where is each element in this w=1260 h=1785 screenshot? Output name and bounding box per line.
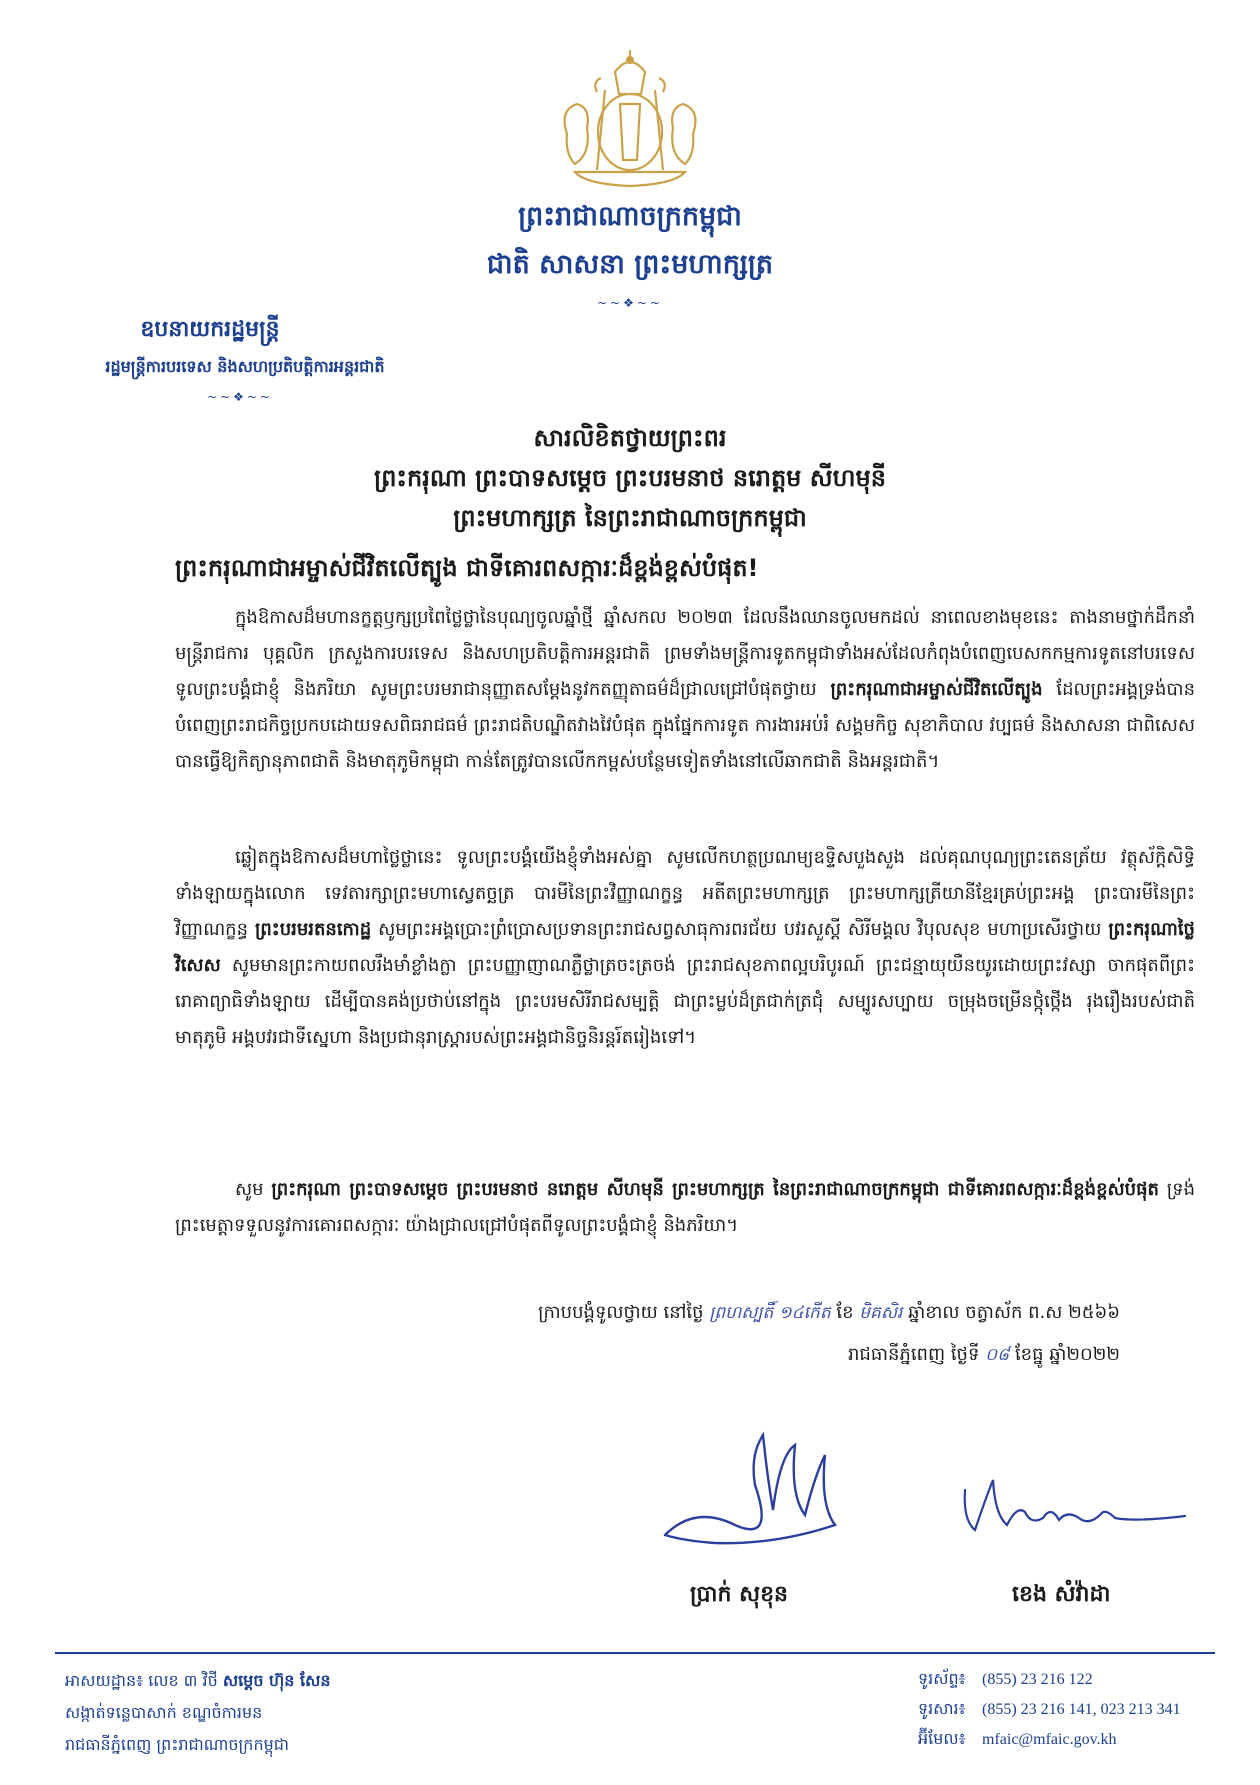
paragraph-2-bold-1: ព្រះបរមរតនកោដ្ឋ <box>255 919 372 940</box>
address-line-3: រាជធានីភ្នំពេញ ព្រះរាជាណាចក្រកម្ពុជា <box>65 1735 289 1754</box>
fax-label: ទូរសារ៖ <box>918 1701 966 1718</box>
footer-divider <box>55 1652 1215 1654</box>
paragraph-2-text: ឆ្លៀតក្នុងឱកាសដ៏មហាថ្លៃថ្លានេះ ទូលព្រះបង្គំយើងខ្ញុំទាំងអស់គ្នា សូមលើកហត្ថប្រណម្យឧទ្ទិសបួងសួង ដល់គុណបុណ្យព្រះតេនត្រ័យ វត្ថុស័ក្តិសិទ្ធិទាំងឡាយក្នុងលោក ទេវតារក្សាព្រះមហាស្វេតច្ឆត្រ បារមីនៃព្រះវិញ្ញាណក្ខន្ធ អតីតព្រះមហាក្សត្រ ព្រះមហាក្សត្រីយានីខ្មែរគ្រប់ព្រះអង្គ ព្រះបារមីនៃព្រះវិញ្ញាណក្ខន្ធ <box>175 847 1195 940</box>
paragraph-2-text-2: សូមព្រះអង្គប្រោះព្រំប្រោសប្រទានព្រះរាជសព្វសាធុការពរជ័យ បវរសួស្តី សិរីមង្គល វិបុលសុខ មហាប្រសើរថ្វាយ <box>378 919 1102 940</box>
salutation: ព្រះករុណាជាអម្ចាស់ជីវិតលើត្បូង ជាទីគោរពសក្ការៈដ៏ខ្ពង់ខ្ពស់បំផុត! <box>175 554 759 582</box>
paragraph-3-bold: ព្រះករុណា ព្រះបាទសម្តេច ព្រះបរមនាថ នរោត្តម សីហមុនី ព្រះមហាក្សត្រ នៃព្រះរាជាណាចក្រកម្ពុជា ជាទីគោរពសក្ការៈដ៏ខ្ពង់ខ្ពស់បំផុត <box>271 1179 1159 1200</box>
solar-day-handwritten: ០៨ <box>985 1345 1010 1365</box>
email-address[interactable]: mfaic@mfaic.gov.kh <box>982 1731 1117 1748</box>
footer-contacts <box>918 1665 1181 1755</box>
lunar-month-label: ខែ <box>836 1302 854 1323</box>
phone-label: ទូរស័ព្ទ៖ <box>918 1671 966 1688</box>
footer-address <box>65 1665 330 1761</box>
paragraph-1-text: ក្នុងឱកាសដ៏មហានក្ខត្តឫក្សប្រពៃថ្លៃថ្លានៃបុណ្យចូលឆ្នាំថ្មី ឆ្នាំសកល ២០២៣ ដែលនឹងឈានចូលមកដល់ នាពេលខាងមុខនេះ តាងនាមថ្នាក់ដឹកនាំ មន្ត្រីរាជការ បុគ្គលិក ក្រសួងការបរទេស និងសហប្រតិបត្តិការអន្តរជាតិ ព្រមទាំងមន្ត្រីការទូតកម្ពុជាទាំងអស់ដែលកំពុងបំពេញបេសកកម្មការទូតនៅបរទេស ទូលព្រះបង្គំជាខ្ញុំ និងភរិយា សូមព្រះបរមរាជានុញ្ញាតសម្តែងនូវកតញ្ញុតាធម៌ដ៏ជ្រាលជ្រៅបំផុតថ្វាយ <box>175 607 1195 700</box>
solar-suffix: ខែធ្នូ ឆ្នាំ២០២២ <box>1014 1344 1120 1365</box>
signature-2 <box>955 1470 1195 1540</box>
national-motto: ជាតិ សាសនា ព្រះមហាក្សត្រ <box>486 249 774 280</box>
fax-number: (855) 23 216 141, 023 213 341 <box>982 1701 1181 1718</box>
kingdom-name: ព្រះរាជាណាចក្រកម្ពុជា <box>518 201 742 232</box>
solar-dateline <box>848 1342 1120 1369</box>
paragraph-3 <box>175 1172 1195 1244</box>
letter-title-line-1: សារលិខិតថ្វាយព្រះពរ <box>533 424 727 452</box>
paragraph-3-text: សូម <box>235 1179 264 1200</box>
address-number: លេខ ៣ វិថី <box>148 1671 218 1690</box>
signatory-name-1: ប្រាក់ សុខុន <box>690 1582 789 1607</box>
letter-title-line-3: ព្រះមហាក្សត្រ នៃព្រះរាជាណាចក្រកម្ពុជា <box>453 504 807 532</box>
office-title: ឧបនាយករដ្ឋមន្ត្រី <box>140 317 280 342</box>
paragraph-1-bold: ព្រះករុណាជាអម្ចាស់ជីវិតលើត្បូង <box>830 679 1043 700</box>
lunar-dateline <box>538 1300 1120 1327</box>
signature-1 <box>655 1415 855 1555</box>
address-line-2: សង្កាត់ទន្លេបាសាក់ ខណ្ឌចំការមន <box>65 1703 263 1722</box>
address-street: សម្តេច ហ៊ុន សែន <box>222 1671 331 1690</box>
letter-title-line-2: ព្រះករុណា ព្រះបាទសម្តេច ព្រះបរមនាថ នរោត្តម សីហមុនី <box>374 464 886 492</box>
lunar-year: ឆ្នាំខាល ចត្វាស័ក ព.ស ២៥៦៦ <box>908 1302 1120 1323</box>
motto-ornament: ~~❖~~ <box>597 296 663 310</box>
address-label: អាសយដ្ឋាន៖ <box>65 1671 144 1690</box>
office-subtitle: រដ្ឋមន្ត្រីការបរទេស និងសហប្រតិបត្តិការអន្តរជាតិ <box>105 357 385 376</box>
royal-emblem <box>545 42 715 192</box>
paragraph-2 <box>175 840 1195 1056</box>
email-label: អ៊ីមែល៖ <box>918 1731 966 1748</box>
paragraph-2-text-3: សូមមានព្រះកាយពលរឹងមាំខ្លាំងក្លា ព្រះបញ្ញាញាណភ្លឺថ្លាត្រចះត្រចង់ ព្រះរាជសុខភាពល្អបរិបូរណ៍ ព្រះជន្មាយុយឺនយូរដោយព្រះវស្សា ចាកផុតពីព្រះរោគាព្យាធិទាំងឡាយ ដើម្បីបានគង់ប្រថាប់នៅក្នុង ព្រះបរមសិរីរាជសម្បត្តិ ជាព្រះម្លប់ដ៏ត្រជាក់ត្រជុំ សម្បូរសប្បាយ ចម្រុងចម្រើនថ្កុំថ្កើង រុងរឿងរបស់ជាតិមាតុភូមិ អង្គបវរជាទីស្នេហា និងប្រជានុរាស្ត្រារបស់ព្រះអង្គជានិច្ចនិរន្តរ៍តរៀងទៅ។ <box>175 955 1195 1048</box>
lunar-prefix: ក្រាបបង្គំទូលថ្វាយ នៅថ្ងៃ <box>538 1302 704 1323</box>
lunar-month-handwritten: មិគសិរ <box>859 1303 903 1323</box>
paragraph-1 <box>175 600 1195 780</box>
paragraph-2-bold-2: ព្រះករុណាថ្លៃវិសេស <box>175 919 1195 976</box>
paragraph-3-text-end: ទ្រង់ព្រះមេត្តាទទួលនូវការគោរពសក្ការៈ យ៉ាងជ្រាលជ្រៅបំផុតពីទូលព្រះបង្គំជាខ្ញុំ និងភរិយា។ <box>175 1179 1195 1236</box>
solar-prefix: រាជធានីភ្នំពេញ ថ្ងៃទី <box>848 1344 980 1365</box>
paragraph-1-text-end: ដែលព្រះអង្គទ្រង់បានបំពេញព្រះរាជកិច្ចប្រកបដោយទសពិធរាជធម៌ ព្រះរាជតិបណ្ឌិតវាងវៃបំផុត ក្នុងផ្នែកការទូត ការងារអប់រំ សង្គមកិច្ច សុខាភិបាល វប្បធម៌ និងសាសនា ជាពិសេសបានធ្វើឱ្យកិត្យានុភាពជាតិ និងមាតុភូមិកម្ពុជា កាន់តែត្រូវបានលើកកម្ពស់បន្ថែមទៀតទាំងនៅលើឆាកជាតិ និងអន្តរជាតិ។ <box>175 679 1195 772</box>
office-ornament: ~~❖~~ <box>207 390 273 404</box>
signatory-name-2: ខេង សំវ៉ាដា <box>1012 1582 1111 1607</box>
phone-number: (855) 23 216 122 <box>982 1671 1093 1688</box>
letter-title <box>0 418 1260 538</box>
lunar-day-handwritten: ព្រហស្បតិ៍ ១៤កើត <box>709 1303 831 1323</box>
